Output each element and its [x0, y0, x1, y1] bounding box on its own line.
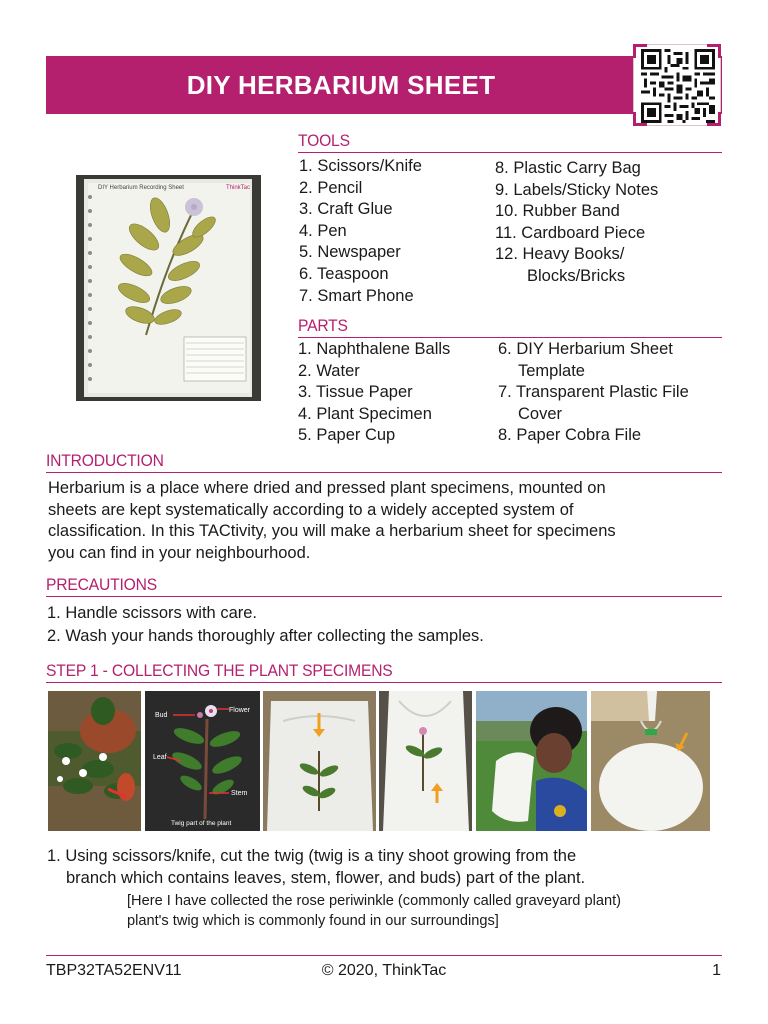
list-item: 10. Rubber Band [495, 202, 620, 221]
step1-heading: STEP 1 - COLLECTING THE PLANT SPECIMENS [46, 661, 722, 683]
list-item: 5. Paper Cup [298, 426, 396, 445]
photo-labelled-twig [145, 691, 260, 831]
list-item: 8. Paper Cobra File [498, 426, 642, 445]
footer-code: TBP32TA52ENV11 [46, 962, 182, 979]
sheet-title-text: DIY Herbarium Recording Sheet [98, 185, 184, 191]
precautions-heading: PRECAUTIONS [46, 575, 722, 597]
list-item: 7. Smart Phone [299, 286, 414, 305]
footer-copyright: © 2020, ThinkTac [321, 962, 447, 979]
photo-blowing-air-into-bag [476, 691, 587, 831]
footer-page-number: 1 [712, 962, 721, 979]
label-flower: Flower [229, 707, 251, 714]
list-item: 4. Plant Specimen [298, 404, 432, 423]
tools-list-left [299, 156, 422, 307]
list-item: 12. Heavy Books/ [495, 245, 625, 264]
list-item: 5. Newspaper [299, 243, 401, 262]
step1-note: [Here I have collected the rose periwinkle (commonly called graveyard plant) plant's twig which is commonly found in our surroundings] [127, 893, 621, 929]
list-item: 2. Wash your hands thoroughly after collecting the samples. [47, 627, 484, 645]
list-item: 1. Scissors/Knife [299, 157, 422, 175]
tools-list-right [495, 158, 658, 288]
list-item: Template [518, 361, 585, 380]
herbarium-sheet-photo [76, 175, 261, 401]
label-leaf: Leaf [153, 754, 167, 761]
list-item: 11. Cardboard Piece [495, 223, 646, 242]
list-item: 4. Pen [299, 221, 347, 240]
list-item: 9. Labels/Sticky Notes [495, 180, 659, 199]
list-item: Cover [518, 404, 563, 423]
tools-heading: TOOLS [298, 131, 722, 153]
list-item: 6. Teaspoon [299, 264, 389, 283]
qr-code[interactable] [633, 44, 721, 126]
list-item: Blocks/Bricks [527, 266, 626, 285]
list-item: 1. Handle scissors with care. [47, 604, 257, 622]
photo-twig-in-bag [263, 691, 376, 831]
list-item: 3. Craft Glue [299, 200, 393, 219]
list-item: 3. Tissue Paper [298, 383, 413, 402]
footer-divider [46, 955, 722, 956]
parts-list-right [498, 339, 689, 447]
label-bud: Bud [155, 712, 168, 719]
list-item: 1. Naphthalene Balls [298, 340, 451, 358]
qr-code-icon [641, 49, 715, 123]
list-item: 8. Plastic Carry Bag [495, 159, 641, 177]
label-stem: Stem [231, 790, 248, 797]
parts-heading: PARTS [298, 316, 722, 338]
page-title: DIY HERBARIUM SHEET [186, 70, 496, 100]
photo-tied-bag [591, 691, 710, 831]
introduction-text: Herbarium is a place where dried and pressed plant specimens, mounted on sheets are kept systematically according to a widely accepted system of classification. In this TACtivity, you will make a herbarium sheet for specimens you can find in your neighbourhood. [48, 479, 616, 562]
step1-instruction: 1. Using scissors/knife, cut the twig (twig is a tiny shoot growing from the branch which contains leaves, stem, flower, and buds) part of the plant. [47, 847, 586, 887]
title-banner [46, 56, 722, 114]
parts-list-left [298, 339, 450, 447]
label-twig-caption: Twig part of the plant [171, 820, 232, 827]
precautions-list [47, 602, 484, 648]
photo-periwinkle-plant [48, 691, 141, 831]
list-item: 2. Pencil [299, 178, 363, 197]
list-item: 6. DIY Herbarium Sheet [498, 340, 673, 358]
sheet-brand-text: ThinkTac [226, 185, 251, 191]
list-item: 2. Water [298, 361, 360, 380]
step1-photo-strip [48, 691, 710, 831]
introduction-heading: INTRODUCTION [46, 451, 722, 473]
photo-bag-opened [379, 691, 472, 831]
list-item: 7. Transparent Plastic File [498, 383, 689, 402]
